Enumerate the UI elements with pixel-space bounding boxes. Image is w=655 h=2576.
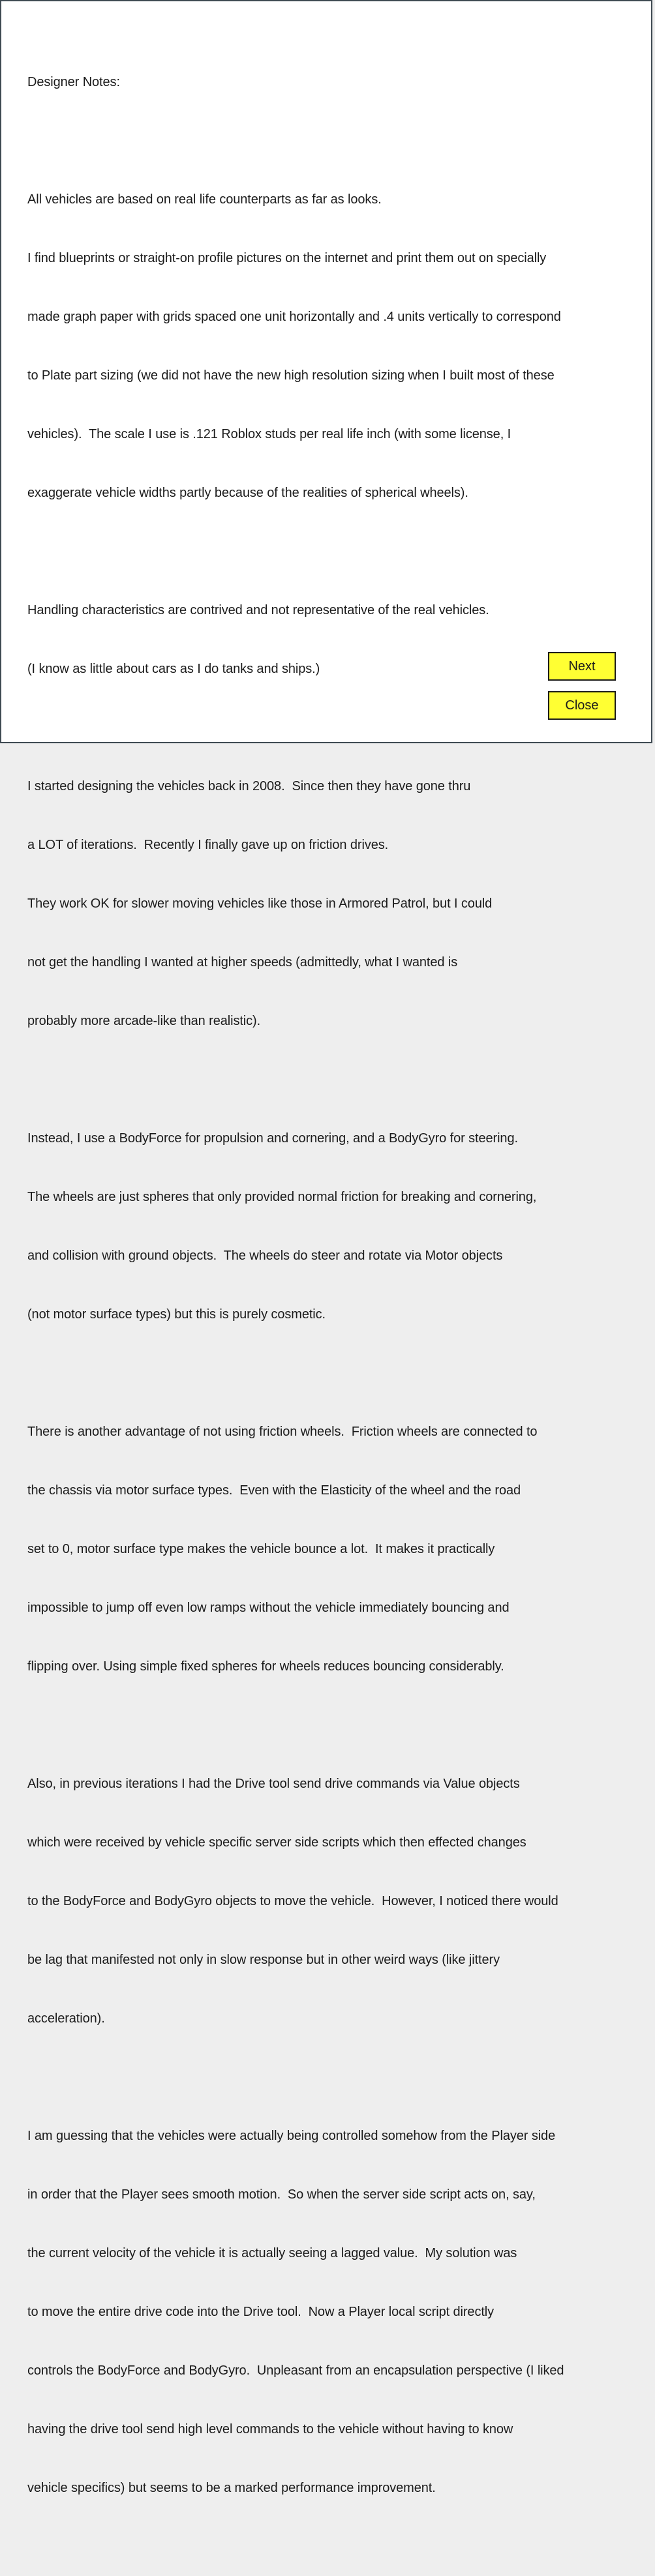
notes-line: probably more arcade-like than realistic).: [27, 1014, 261, 1028]
notes-line: (I know as little about cars as I do tanks and ships.): [27, 662, 320, 676]
notes-line: made graph paper with grids spaced one unit horizontally and .4 units vertically to correspond: [27, 310, 561, 324]
notes-line: I started designing the vehicles back in 2008. Since then they have gone thru: [27, 779, 471, 793]
notes-line: [27, 2067, 641, 2087]
notes-line: having the drive tool send high level commands to the vehicle without having to know: [27, 2422, 513, 2436]
notes-line: I am guessing that the vehicles were actually being controlled somehow from the Player side: [27, 2129, 556, 2143]
notes-line: [27, 2537, 641, 2556]
notes-line: impossible to jump off even low ramps without the vehicle immediately bouncing and: [27, 1601, 510, 1615]
next-button[interactable]: Next: [548, 652, 616, 681]
notes-line: in order that the Player sees smooth motion. So when the server side script acts on, say,: [27, 2187, 536, 2202]
notes-line: to Plate part sizing (we did not have the new high resolution sizing when I built most of these: [27, 368, 555, 383]
notes-line: All vehicles are based on real life counterparts as far as looks.: [27, 192, 382, 207]
notes-line: and collision with ground objects. The wheels do steer and rotate via Motor objects: [27, 1249, 503, 1263]
notes-line: vehicle specifics) but seems to be a marked performance improvement.: [27, 2481, 436, 2495]
notes-line: Also, in previous iterations I had the Drive tool send drive commands via Value objects: [27, 1777, 520, 1791]
notes-line: acceleration).: [27, 2011, 105, 2026]
notes-line: the chassis via motor surface types. Even with the Elasticity of the wheel and the road: [27, 1483, 521, 1498]
notes-line: a LOT of iterations. Recently I finally gave up on friction drives.: [27, 838, 389, 852]
notes-line: to move the entire drive code into the Drive tool. Now a Player local script directly: [27, 2305, 495, 2319]
notes-line: [27, 542, 641, 561]
notes-line: [27, 718, 641, 737]
notes-line: controls the BodyForce and BodyGyro. Unpleasant from an encapsulation perspective (I liked: [27, 2363, 564, 2378]
notes-line: the current velocity of the vehicle it is actually seeing a lagged value. My solution was: [27, 2246, 517, 2260]
notes-line: I find blueprints or straight-on profile pictures on the internet and print them out on specially: [27, 251, 547, 265]
notes-line: Designer Notes:: [27, 75, 120, 89]
notes-line: There is another advantage of not using friction wheels. Friction wheels are connected to: [27, 1425, 538, 1439]
notes-line: [27, 1715, 641, 1735]
close-button[interactable]: Close: [548, 691, 616, 720]
notes-line: which were received by vehicle specific server side scripts which then effected changes: [27, 1835, 526, 1850]
notes-line: [27, 131, 641, 151]
notes-line: vehicles). The scale I use is .121 Roblox studs per real life inch (with some license, I: [27, 427, 511, 441]
notes-line: (not motor surface types) but this is purely cosmetic.: [27, 1307, 326, 1322]
notes-line: The wheels are just spheres that only provided normal friction for breaking and cornering,: [27, 1190, 537, 1204]
notes-line: [27, 1363, 641, 1383]
notes-line: [27, 1070, 641, 1089]
notes-line: flipping over. Using simple fixed spheres for wheels reduces bouncing considerably.: [27, 1659, 504, 1674]
notes-line: be lag that manifested not only in slow response but in other weird ways (like jittery: [27, 1953, 500, 1967]
notes-line: to the BodyForce and BodyGyro objects to move the vehicle. However, I noticed there would: [27, 1894, 558, 1908]
notes-line: set to 0, motor surface type makes the vehicle bounce a lot. It makes it practically: [27, 1542, 495, 1556]
notes-line: exaggerate vehicle widths partly because of the realities of spherical wheels).: [27, 486, 468, 500]
notes-line: not get the handling I wanted at higher speeds (admittedly, what I wanted is: [27, 955, 458, 970]
notes-line: Instead, I use a BodyForce for propulsion and cornering, and a BodyGyro for steering.: [27, 1131, 518, 1146]
designer-notes-text: [27, 33, 641, 2576]
notes-line: They work OK for slower moving vehicles like those in Armored Patrol, but I could: [27, 896, 493, 911]
notes-line: Handling characteristics are contrived and not representative of the real vehicles.: [27, 603, 489, 617]
